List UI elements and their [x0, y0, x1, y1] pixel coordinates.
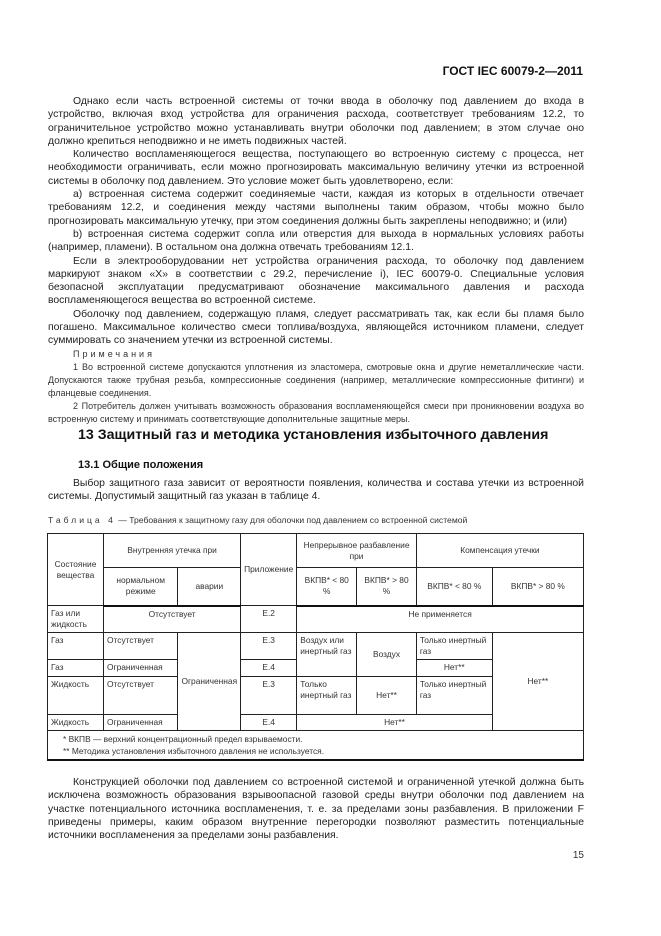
cell: Не применяется: [297, 606, 584, 633]
cell: E.4: [241, 715, 297, 731]
th-compensation: Компенсация утечки: [416, 534, 583, 568]
cell: Отсутствует: [104, 677, 178, 715]
cell: Газ: [48, 633, 104, 660]
cell: Газ: [48, 660, 104, 677]
th-comp-gt80: ВКПВ* > 80 %: [492, 568, 583, 606]
cell: Воздух или инертный газ: [297, 633, 357, 677]
cell: E.3: [241, 677, 297, 715]
cell: Нет**: [416, 660, 492, 677]
protective-gas-table: [47, 533, 584, 761]
page-number: 15: [572, 850, 584, 861]
cell: Ограниченная: [104, 660, 178, 677]
th-state: Состояние вещества: [48, 534, 104, 606]
cell: Только инертный газ: [297, 677, 357, 715]
cell: Воздух: [357, 633, 417, 677]
cell: Жидкость: [48, 715, 104, 731]
subsection-heading: 13.1 Общие положения: [78, 459, 204, 471]
cell: E.2: [241, 606, 297, 633]
list-item-a: a) встроенная система содержит соединяемые части, каждая из которых в отдельности отвечает требованиям 12.2, и соединения между частями выполнены таким образом, чтобы можно было прогнозировать максимальную утечку, при этом соединения должны быть закреплены неподвижно; и (или): [48, 189, 584, 227]
list-item-b: b) встроенная система содержит сопла или отверстия для выхода в нормальных условиях работы (например, пламени). В остальном она должна отвечать требованиям 12.1.: [48, 228, 584, 254]
document-header: ГОСТ IEC 60079-2—2011: [442, 64, 583, 78]
body-text: [48, 95, 584, 348]
th-leak: Внутренняя утечка при: [104, 534, 241, 568]
cell: Только инертный газ: [416, 677, 492, 715]
cell: Ограниченная: [178, 633, 241, 731]
note-item: 1 Во встроенной системе допускаются уплотнения из эластомера, смотровые окна и другие неметаллические части. Допускаются также трубная резьба, компрессионные соединения (например, металлические компрессионные фитинги) и фланцевые соединения.: [48, 362, 584, 398]
paragraph: Количество воспламеняющегося вещества, поступающего во встроенную систему с процесса, нет необходимости ограничивать, если можно прогнозировать максимальную величину утечки из встроенной системы в оболочку под давлением. Это условие может быть удовлетворено, если:: [48, 149, 584, 187]
cell: Отсутствует: [104, 633, 178, 660]
th-dilution: Непрерывное разбавление при: [297, 534, 417, 568]
cell: Только инертный газ: [416, 633, 492, 660]
cell: Нет**: [357, 677, 417, 715]
cell: Отсутствует: [104, 606, 241, 633]
th-normal: нормальном режиме: [104, 568, 178, 606]
cell: Жидкость: [48, 677, 104, 715]
cell: E.3: [241, 633, 297, 660]
paragraph: Оболочку под давлением, содержащую пламя, следует рассматривать так, как если бы пламя было погашено. Максимальное количество смеси топлива/воздуха, являющейся источником пламени, следует суммировать со значением утечки из встроенной системы.: [48, 308, 584, 347]
table-row: [48, 606, 584, 633]
table-caption: [48, 515, 467, 525]
paragraph: Если в электрооборудовании нет устройства ограничения расхода, то оболочку под давлением маркируют знаком «X» в соответствии с 29.2, перечисление i), IEC 60079-0. Специальные условия безопасной эксплуатации предусматривают обозначение максимального давления и расхода воспламеняющегося вещества во встроенной системе.: [48, 255, 584, 307]
section-heading: 13 Защитный газ и методика установления избыточного давления: [78, 427, 549, 443]
note-item: 2 Потребитель должен учитывать возможность образования воспламеняющейся смеси при проникновении воздуха во встроенную систему и принимать соответствующие дополнительные защитные меры.: [48, 401, 584, 424]
th-comp-lt80: ВКПВ* < 80 %: [416, 568, 492, 606]
paragraph: Выбор защитного газа зависит от вероятности появления, количества и состава утечки из встроенной системы. Допустимый защитный газ указан в таблице 4.: [48, 478, 584, 503]
notes-title: Примечания: [73, 349, 155, 359]
table-row: [48, 633, 584, 660]
cell: Нет**: [492, 633, 583, 731]
cell: Газ или жидкость: [48, 606, 104, 633]
th-appendix: Приложение: [241, 534, 297, 606]
table-caption-text: — Требования к защитному газу для оболочки под давлением со встроенной системой: [115, 515, 468, 525]
paragraph: Однако если часть встроенной системы от точки ввода в оболочку под давлением до входа в устройство, включая вход устройства для ограничения расхода, соответствует требованиям 12.2, то ограничительное устройство можно устанавливать внутри оболочки под давлением; в этом случае оно должно крепиться неподвижно и не иметь подвижных частей.: [48, 96, 584, 147]
th-accident: аварии: [178, 568, 241, 606]
paragraph: Конструкцией оболочки под давлением со встроенной системой и ограниченной утечкой должна быть исключена возможность образования взрывоопасной газовой среды внутри оболочки под давлением на участке потенциального источника воспламенения, т. е. за пределами зоны разбавления. В приложении F приведены примеры, каким образом внутренние перегородки позволяют разместить потенциальные источники воспламенения за пределами зоны разбавления.: [48, 777, 584, 842]
table-caption-label: Таблица 4: [48, 515, 116, 525]
cell: Нет**: [297, 715, 492, 731]
table-footnotes: [48, 731, 584, 761]
footnote: * ВКПВ — верхний концентрационный предел взрываемости.: [63, 734, 303, 744]
cell: E.4: [241, 660, 297, 677]
th-dil-lt80: ВКПВ* < 80 %: [297, 568, 357, 606]
cell: Ограниченная: [104, 715, 178, 731]
th-dil-gt80: ВКПВ* > 80 %: [357, 568, 417, 606]
notes: [48, 348, 584, 426]
footnote: ** Методика установления избыточного давления не используется.: [63, 746, 325, 756]
